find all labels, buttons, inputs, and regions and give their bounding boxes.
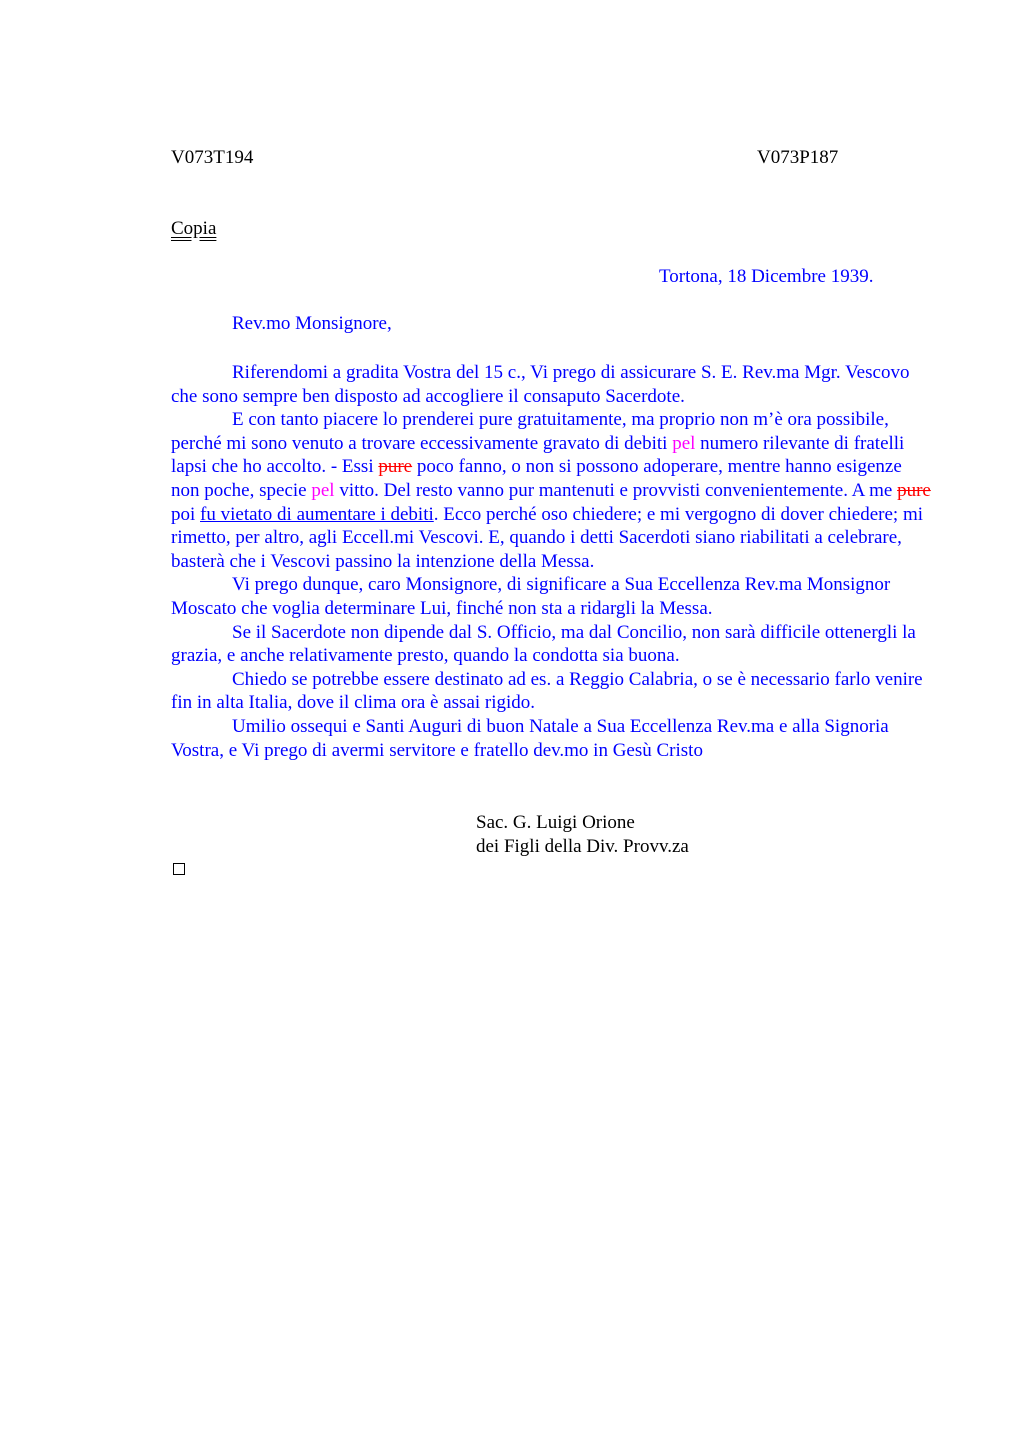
paragraph-2 <box>171 408 931 573</box>
struck-word-pure-1: pure <box>378 456 413 478</box>
paragraph-4: Se il Sacerdote non dipende dal S. Officio, ma dal Concilio, non sarà difficile ottenergli la grazia, e anche relativamente presto, quando la condotta sia buona. <box>171 621 916 667</box>
paragraph-2-text-a: E con tanto piacere lo prenderei pure gratuitamente, ma proprio non m’è ora possibile, perché mi sono venuto a trovare eccessivamente gravato di debiti <box>171 409 889 454</box>
letter-body <box>171 361 931 762</box>
underlined-phrase: fu vietato di aumentare i debiti <box>200 503 434 525</box>
paragraph-6: Umilio ossequi e Santi Auguri di buon Natale a Sua Eccellenza Rev.ma e alla Signoria Vostra, e Vi prego di avermi servitore e fratello dev.mo in Gesù Cristo <box>171 715 889 761</box>
paragraph-2-text-d: vitto. Del resto vanno pur mantenuti e provvisti convenientemente. A me <box>334 479 898 501</box>
highlighted-word-pel-2: pel <box>311 479 335 501</box>
paragraph-1: Riferendomi a gradita Vostra del 15 c., Vi prego di assicurare S. E. Rev.ma Mgr. Vescovo che sono sempre ben disposto ad accogliere il consaputo Sacerdote. <box>171 362 910 407</box>
paragraph-2-text-e: poi <box>171 503 201 525</box>
paragraph-2-text-f: . Ecco perché oso chiedere; e mi vergogno di dover chiedere; mi rimetto, per altro, agli Eccell.mi Vescovi. E, quando i detti Sacerdoti siano riabilitati a celebrare, basterà che i Vescovi passino la intenzione della Messa. <box>171 503 923 572</box>
signature-congregation: dei Figli della Div. Provv.za <box>476 836 689 857</box>
letter-date: Tortona, 18 Dicembre 1939. <box>659 266 874 287</box>
paragraph-2-text-c: poco fanno, o non si possono adoperare, mentre hanno esigenze non poche, specie <box>171 456 902 501</box>
document-code-right: V073P187 <box>757 147 839 168</box>
paragraph-5: Chiedo se potrebbe essere destinato ad es. a Reggio Calabria, o se è necessario farlo venire fin in alta Italia, dove il clima ora è assai rigido. <box>171 668 923 714</box>
struck-word-pure-2: pure <box>897 479 931 501</box>
document-code-left: V073T194 <box>171 147 254 168</box>
highlighted-word-pel-1: pel <box>672 432 696 454</box>
paragraph-2-text-b: numero rilevante di fratelli lapsi che ho accolto. - Essi <box>171 432 905 478</box>
paragraph-3: Vi prego dunque, caro Monsignore, di significare a Sua Eccellenza Rev.ma Monsignor Moscato che voglia determinare Lui, finché non sta a ridargli la Messa. <box>171 574 891 619</box>
empty-checkbox-icon <box>173 863 185 875</box>
letter-salutation: Rev.mo Monsignore, <box>232 313 392 334</box>
copia-label: Copia <box>171 218 217 239</box>
signature-name: Sac. G. Luigi Orione <box>476 812 635 833</box>
